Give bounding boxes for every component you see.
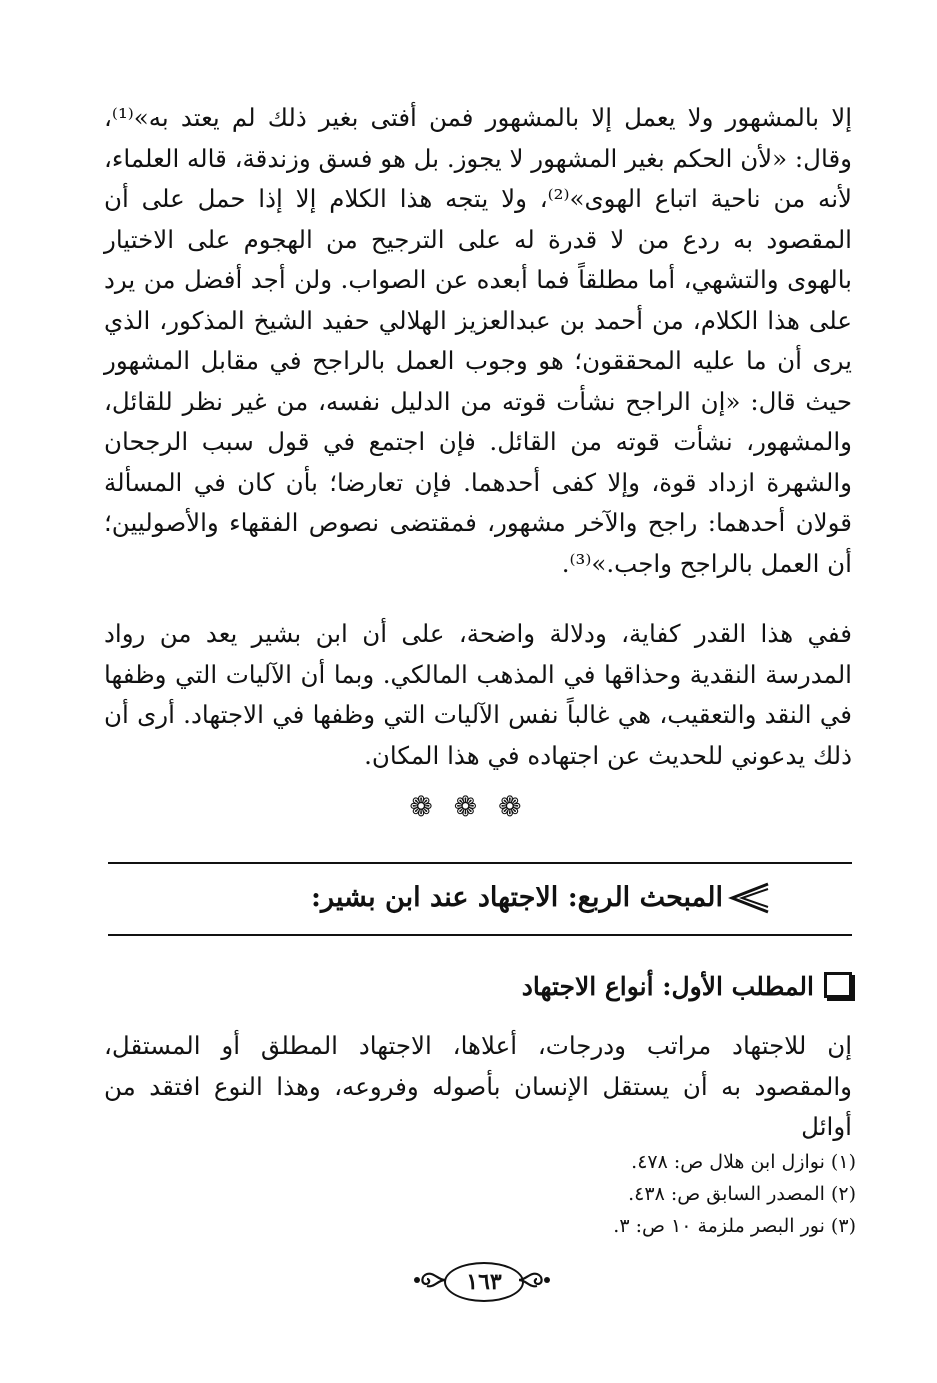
body-paragraph-3: إن للاجتهاد مراتب ودرجات، أعلاها، الاجتهاد المطلق أو المستقل، والمقصود به أن يستقل الإنسان بأصوله وفروعه، وهذا النوع افتقد من أوائل <box>104 1031 852 1141</box>
sub-heading: المطلب الأول: أنواع الاجتهاد <box>521 972 814 1001</box>
scroll-ornament-icon <box>412 1268 446 1292</box>
heading-rule-bottom <box>108 934 852 936</box>
body-paragraph-1: إلا بالمشهور ولا يعمل إلا بالمشهور فمن أفتى بغير ذلك لم يعتد به»⁽¹⁾، وقال: «لأن الحكم بغير المشهور لا يجوز. بل هو فسق وزندقة، قاله العلماء، لأنه من ناحية اتباع الهوى»⁽²⁾، ولا يتجه هذا الكلام إلا إذا حمل على أن المقصود به ردع من لا قدرة له على الترجيح من الهجوم على الاختيار بالهوى والتشهي، أما مطلقاً فما أبعده عن الصواب. ولن أجد أفضل من يرد على هذا الكلام، من أحمد بن عبدالعزيز الهلالي حفيد الشيخ المذكور، الذي يرى أن ما عليه المحققون؛ هو وجوب العمل بالراجح في مقابل المشهور حيث قال: «إن الراجح نشأت قوته من الدليل نفسه، من غير نظر للقائل، والمشهور، نشأت قوته من القائل. فإن اجتمع في قول سبب الرجحان والشهرة ازداد قوة، وإلا كفى أحدهما. فإن تعارضا؛ بأن كان في المسألة قولان أحدهما: راجح والآخر مشهور، فمقتضى نصوص الفقهاء والأصوليين؛ أن العمل بالراجح واجب.»⁽³⁾. <box>104 103 852 578</box>
scroll-ornament-icon <box>518 1268 552 1292</box>
footnote-3: (٣) نور البصر ملزمة ١٠ ص: ٣. <box>613 1215 856 1237</box>
footnote-1: (١) نوازل ابن هلال ص: ٤٧٨. <box>631 1151 856 1173</box>
footnote-2: (٢) المصدر السابق ص: ٤٣٨. <box>628 1183 856 1205</box>
chevron-arrow-icon <box>728 880 770 916</box>
square-box-icon <box>824 972 852 998</box>
section-heading: المبحث الربع: الاجتهاد عند ابن بشير: <box>311 882 723 913</box>
heading-rule-top <box>108 862 852 864</box>
page-number-frame <box>412 1258 552 1304</box>
footnotes <box>104 1146 856 1242</box>
page-number: ١٦٣ <box>444 1262 524 1302</box>
section-separator: ❁ ❁ ❁ <box>409 790 528 823</box>
body-paragraph-2: ففي هذا القدر كفاية، ودلالة واضحة، على أن ابن بشير يعد من رواد المدرسة النقدية وحذاقها في المذهب المالكي. وبما أن الآليات التي وظفها في النقد والتعقيب، هي غالباً نفس الآليات التي وظفها في الاجتهاد. أرى أن ذلك يدعوني للحديث عن اجتهاده في هذا المكان. <box>104 619 852 770</box>
